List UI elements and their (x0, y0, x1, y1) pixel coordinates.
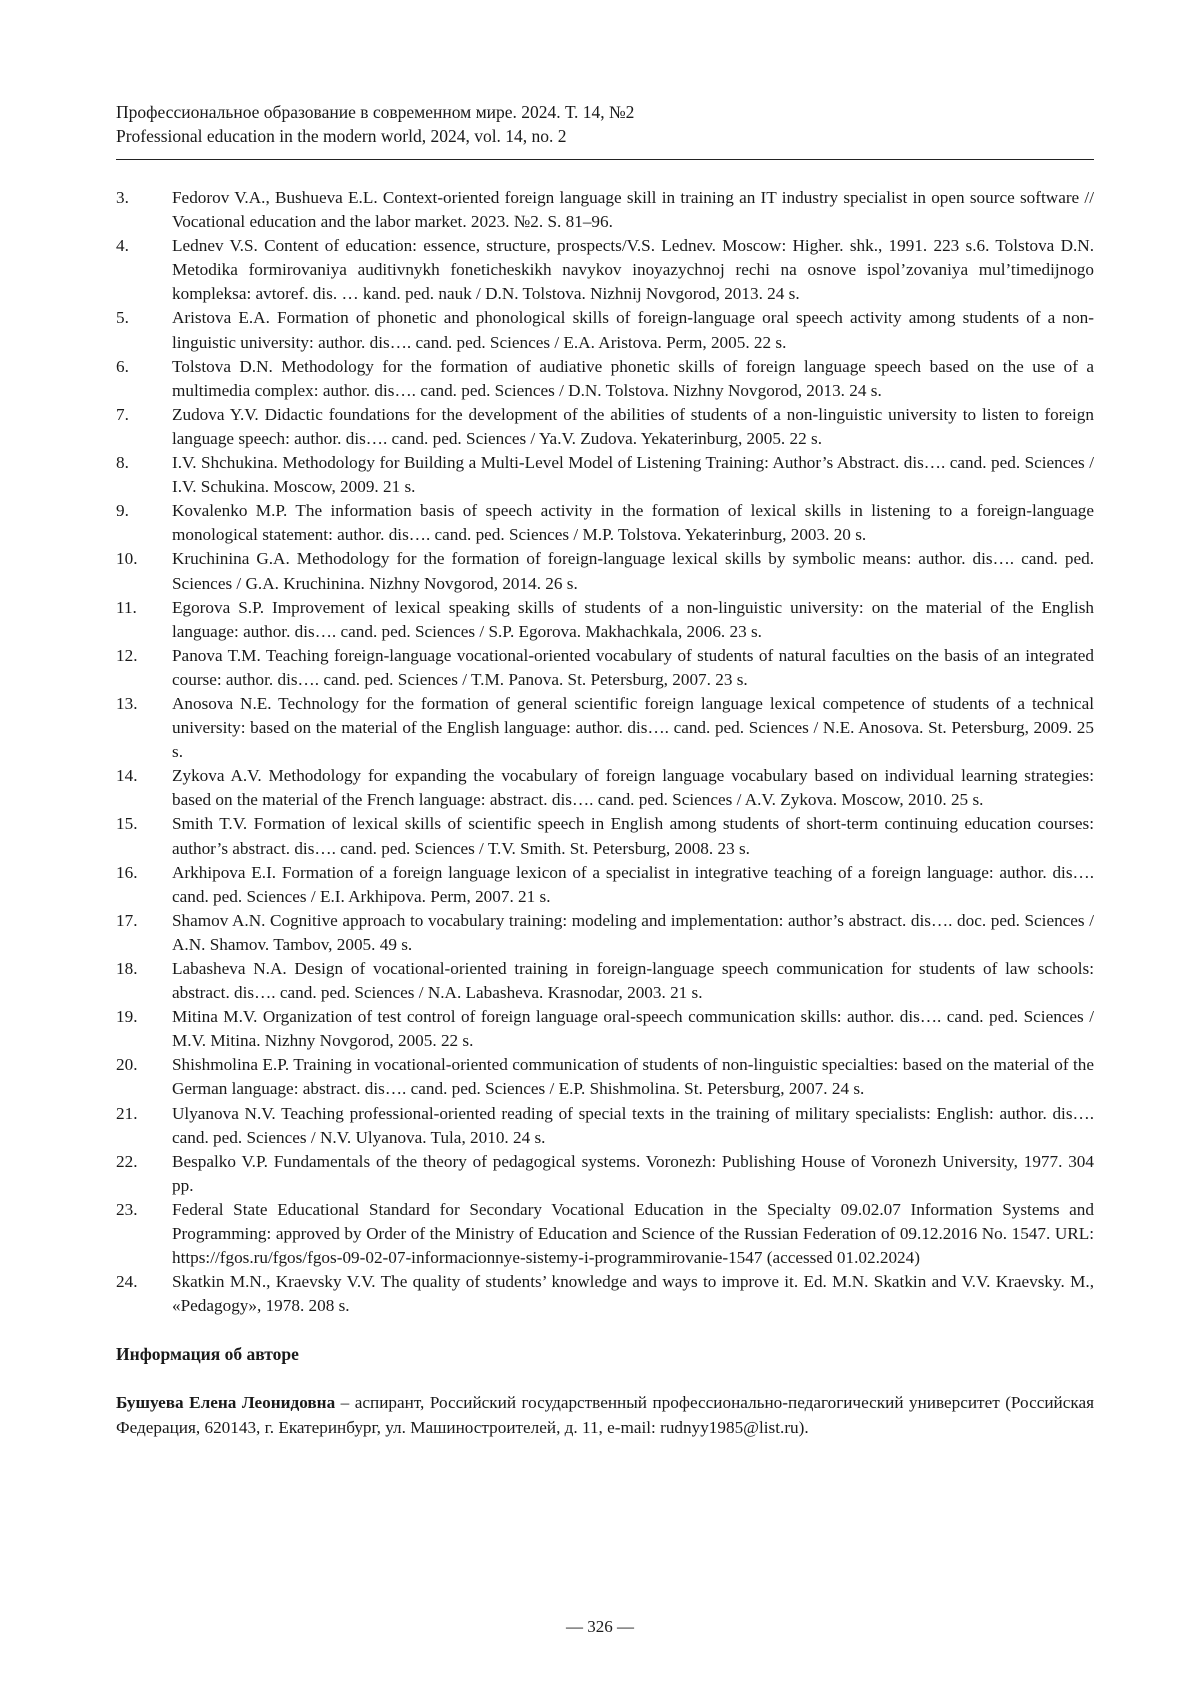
page-number: — 326 — (0, 1616, 1200, 1638)
reference-number: 22. (116, 1150, 172, 1198)
reference-number: 12. (116, 644, 172, 692)
author-info (116, 1391, 1094, 1440)
reference-text: Skatkin M.N., Kraevsky V.V. The quality of students’ knowledge and ways to improve it. Ed. M.N. Skatkin and V.V. Kraevsky. M., «Pedagogy», 1978. 208 s. (172, 1270, 1094, 1318)
reference-number: 16. (116, 861, 172, 909)
reference-item (116, 1005, 1094, 1053)
running-head-en: Professional education in the modern world, 2024, vol. 14, no. 2 (116, 124, 1094, 148)
reference-item (116, 306, 1094, 354)
reference-text: Fedorov V.A., Bushueva E.L. Context-oriented foreign language skill in training an IT industry specialist in open source software // Vocational education and the labor market. 2023. №2. S. 81–96. (172, 186, 1094, 234)
reference-item (116, 957, 1094, 1005)
reference-number: 23. (116, 1198, 172, 1270)
reference-number: 17. (116, 909, 172, 957)
reference-text: Arkhipova E.I. Formation of a foreign language lexicon of a specialist in integrative teaching of a foreign lan­guage: author. dis…. cand. ped. Sciences / E.I. Arkhipova. Perm, 2007. 21 s. (172, 861, 1094, 909)
reference-text: Federal State Educational Standard for Secondary Vocational Education in the Specialty 09.02.07 Information Systems and Programming: approved by Order of the Ministry of Education and Science of the Russian Federa­tion of 09.12.2016 No. 1547. URL: https://fgos.ru/fgos/fgos-09-02-07-informacionnye-sistemy-i-programmiro­vanie-1547 (accessed 01.02.2024) (172, 1198, 1094, 1270)
reference-text: Shishmolina E.P. Training in vocational-oriented communication of students of non-linguistic specialties: based on the material of the German language: abstract. dis…. cand. ped. Sciences / E.P. Shishmolina. St. Petersburg, 2007. 24 s. (172, 1053, 1094, 1101)
reference-item (116, 596, 1094, 644)
reference-item (116, 355, 1094, 403)
reference-number: 21. (116, 1102, 172, 1150)
reference-text: Zudova Y.V. Didactic foundations for the development of the abilities of students of a non-linguistic university to listen to foreign language speech: author. dis…. cand. ped. Sciences / Ya.V. Zudova. Yekaterinburg, 2005. 22 s. (172, 403, 1094, 451)
reference-number: 14. (116, 764, 172, 812)
reference-text: Smith T.V. Formation of lexical skills of scientific speech in English among students of short-term continuing education courses: author’s abstract. dis…. cand. ped. Sciences / T.V. Smith. St. Petersburg, 2008. 23 s. (172, 812, 1094, 860)
reference-text: Kovalenko M.P. The information basis of speech activity in the formation of lexical skills in listening to a foreign-language monological statement: author. dis…. cand. ped. Sciences / M.P. Tolstova. Yekaterinburg, 2003. 20 s. (172, 499, 1094, 547)
reference-item (116, 186, 1094, 234)
reference-text: Zykova A.V. Methodology for expanding the vocabulary of foreign language vocabulary based on individual learning strategies: based on the material of the French language: abstract. dis…. cand. ped. Sciences / A.V. Zyko­va. Moscow, 2010. 25 s. (172, 764, 1094, 812)
reference-text: I.V. Shchukina. Methodology for Building a Multi-Level Model of Listening Training: Author’s Abstract. dis…. cand. ped. Sciences / I.V. Schukina. Moscow, 2009. 21 s. (172, 451, 1094, 499)
reference-text: Aristova E.A. Formation of phonetic and phonological skills of foreign-language oral speech activity among stu­dents of a non-linguistic university: author. dis…. cand. ped. Sciences / E.A. Aristova. Perm, 2005. 22 s. (172, 306, 1094, 354)
running-head-ru: Профессиональное образование в современном мире. 2024. Т. 14, №2 (116, 100, 1094, 124)
reference-number: 10. (116, 547, 172, 595)
reference-item (116, 451, 1094, 499)
reference-item (116, 764, 1094, 812)
reference-text: Panova T.M. Teaching foreign-language vocational-oriented vocabulary of students of natural faculties on the basis of an integrated course: author. dis…. cand. ped. Sciences / T.M. Panova. St. Petersburg, 2007. 23 s. (172, 644, 1094, 692)
reference-text: Shamov A.N. Cognitive approach to vocabulary training: modeling and implementation: author’s abstract. dis…. doc. ped. Sciences / A.N. Shamov. Tambov, 2005. 49 s. (172, 909, 1094, 957)
reference-item (116, 234, 1094, 306)
reference-text: Tolstova D.N. Methodology for the formation of audiative phonetic skills of foreign language speech based on the use of a multimedia complex: author. dis…. cand. ped. Sciences / D.N. Tolstova. Nizhny Novgorod, 2013. 24 s. (172, 355, 1094, 403)
page (116, 100, 1094, 1440)
reference-number: 7. (116, 403, 172, 451)
reference-text: Lednev V.S. Content of education: essence, structure, prospects/V.S. Lednev. Moscow: Higher. shk., 1991. 223 s.6. Tolstova D.N. Metodika formirovaniya auditivnykh foneticheskikh navykov inoyazychnoj rechi na osnove ispol’zovaniya mul’timedijnogo kompleksa: avtoref. dis. … kand. ped. nauk / D.N. Tolstova. Nizhnij Novgorod, 2013. 24 s. (172, 234, 1094, 306)
reference-number: 8. (116, 451, 172, 499)
reference-item (116, 861, 1094, 909)
reference-item (116, 1150, 1094, 1198)
reference-number: 4. (116, 234, 172, 306)
reference-item (116, 909, 1094, 957)
reference-item (116, 1053, 1094, 1101)
reference-text: Ulyanova N.V. Teaching professional-oriented reading of special texts in the training of military specialists: En­glish: author. dis…. cand. ped. Sciences / N.V. Ulyanova. Tula, 2010. 24 s. (172, 1102, 1094, 1150)
reference-text: Labasheva N.A. Design of vocational-oriented training in foreign-language speech communication for students of law schools: abstract. dis…. cand. ped. Sciences / N.A. Labasheva. Krasnodar, 2003. 21 s. (172, 957, 1094, 1005)
reference-number: 19. (116, 1005, 172, 1053)
reference-number: 9. (116, 499, 172, 547)
reference-item (116, 644, 1094, 692)
reference-item (116, 499, 1094, 547)
reference-number: 11. (116, 596, 172, 644)
header-rule (116, 159, 1094, 160)
reference-item (116, 1102, 1094, 1150)
running-head (116, 100, 1094, 148)
reference-item (116, 403, 1094, 451)
reference-number: 13. (116, 692, 172, 764)
author-section-heading: Информация об авторе (116, 1342, 1094, 1366)
reference-item (116, 1270, 1094, 1318)
reference-item (116, 692, 1094, 764)
reference-number: 20. (116, 1053, 172, 1101)
reference-list (116, 186, 1094, 1318)
reference-item (116, 812, 1094, 860)
reference-text: Mitina M.V. Organization of test control of foreign language oral-speech communication skills: author. dis…. cand. ped. Sciences / M.V. Mitina. Nizhny Novgorod, 2005. 22 s. (172, 1005, 1094, 1053)
reference-number: 5. (116, 306, 172, 354)
author-details: – аспирант, Российский государственный профессионально-педагогический универ­ситет (Российская Федерация, 620143, г. Екатеринбург, ул. Машиностроителей, д. 11, e-mail: rudnyy1985@list.ru). (116, 1393, 1094, 1437)
reference-number: 15. (116, 812, 172, 860)
reference-text: Bespalko V.P. Fundamentals of the theory of pedagogical systems. Voronezh: Publishing House of Voronezh Uni­versity, 1977. 304 pp. (172, 1150, 1094, 1198)
reference-number: 24. (116, 1270, 172, 1318)
reference-text: Kruchinina G.A. Methodology for the formation of foreign-language lexical skills by symbolic means: author. dis…. cand. ped. Sciences / G.A. Kruchinina. Nizhny Novgorod, 2014. 26 s. (172, 547, 1094, 595)
reference-number: 3. (116, 186, 172, 234)
author-name: Бушуева Елена Леонидовна (116, 1393, 335, 1412)
reference-text: Anosova N.E. Technology for the formation of general scientific foreign language lexical competence of stu­dents of a technical university: based on the material of the English language: author. dis…. cand. ped. Sciences / N.E. Anosova. St. Petersburg, 2009. 25 s. (172, 692, 1094, 764)
reference-item (116, 547, 1094, 595)
reference-text: Egorova S.P. Improvement of lexical speaking skills of students of a non-linguistic university: on the material of the English language: author. dis…. cand. ped. Sciences / S.P. Egorova. Makhachkala, 2006. 23 s. (172, 596, 1094, 644)
reference-number: 6. (116, 355, 172, 403)
reference-number: 18. (116, 957, 172, 1005)
reference-item (116, 1198, 1094, 1270)
